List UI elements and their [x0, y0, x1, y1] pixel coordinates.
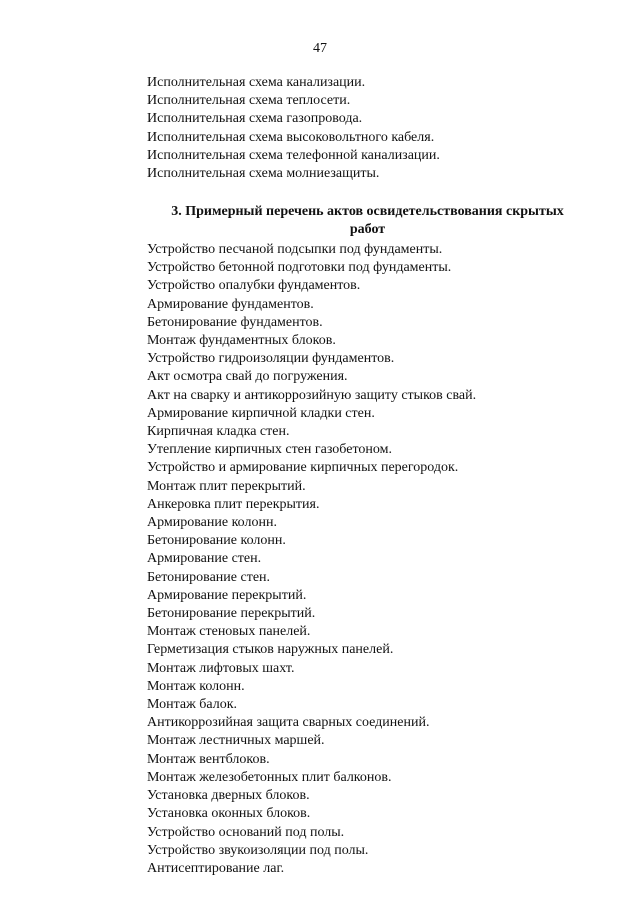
list-item: Бетонирование стен.: [147, 569, 271, 585]
list-item: Исполнительная схема канализации.: [147, 75, 366, 90]
list-item: Монтаж колонн.: [147, 678, 245, 694]
list-item: Монтаж фундаментных блоков.: [147, 333, 336, 349]
page-number: 47: [313, 41, 327, 56]
list-item: Бетонирование перекрытий.: [147, 606, 316, 622]
list-item: Монтаж лифтовых шахт.: [147, 660, 295, 676]
list-item: Устройство опалубки фундаментов.: [147, 278, 361, 294]
list-item: Исполнительная схема молниезащиты.: [147, 166, 380, 182]
list-item: Устройство гидроизоляции фундаментов.: [147, 351, 395, 367]
list-item: Устройство оснований под полы.: [147, 824, 345, 840]
list-item: Монтаж плит перекрытий.: [147, 478, 306, 494]
list-item: Монтаж вентблоков.: [147, 751, 270, 767]
list-item: Анкеровка плит перекрытия.: [147, 496, 320, 512]
list-item: Акт на сварку и антикоррозийную защиту стыков свай.: [147, 387, 477, 403]
list-item: Монтаж стеновых панелей.: [147, 624, 311, 640]
list-item: Установка дверных блоков.: [147, 788, 310, 804]
list-item: Устройство звукоизоляции под полы.: [147, 842, 369, 858]
list-item: Кирпичная кладка стен.: [147, 424, 290, 440]
list-item: Утепление кирпичных стен газобетоном.: [147, 442, 392, 458]
list-item: Армирование стен.: [147, 551, 262, 567]
acts-list: [147, 241, 476, 878]
list-item: Акт осмотра свай до погружения.: [147, 369, 348, 385]
list-item: Устройство бетонной подготовки под фундаменты.: [147, 260, 452, 276]
list-item: Армирование фундаментов.: [147, 296, 314, 312]
section-heading-line: 3. Примерный перечень актов освидетельствования скрытых: [171, 204, 564, 219]
list-item: Установка оконных блоков.: [147, 806, 311, 822]
list-item: Монтаж лестничных маршей.: [147, 733, 325, 749]
list-item: Монтаж балок.: [147, 697, 238, 713]
list-item: Армирование колонн.: [147, 515, 277, 531]
list-item: Антисептирование лаг.: [147, 860, 285, 876]
list-item: Герметизация стыков наружных панелей.: [147, 642, 394, 658]
list-item: Исполнительная схема теплосети.: [147, 93, 351, 109]
list-item: Армирование перекрытий.: [147, 587, 307, 603]
list-item: Исполнительная схема газопровода.: [147, 111, 363, 127]
list-item: Армирование кирпичной кладки стен.: [147, 405, 375, 421]
list-item: Бетонирование фундаментов.: [147, 314, 323, 330]
list-item: Монтаж железобетонных плит балконов.: [147, 769, 392, 785]
list-item: Бетонирование колонн.: [147, 533, 286, 549]
list-item: Исполнительная схема высоковольтного кабеля.: [147, 129, 435, 145]
list-item: Исполнительная схема телефонной канализации.: [147, 147, 440, 163]
section-heading-line: работ: [349, 222, 386, 237]
list-item: Антикоррозийная защита сварных соединений.: [147, 715, 430, 731]
list-item: Устройство и армирование кирпичных перегородок.: [147, 460, 459, 476]
list-item: Устройство песчаной подсыпки под фундаменты.: [147, 242, 443, 257]
schemes-list: [147, 74, 440, 183]
section-heading: [145, 203, 590, 239]
